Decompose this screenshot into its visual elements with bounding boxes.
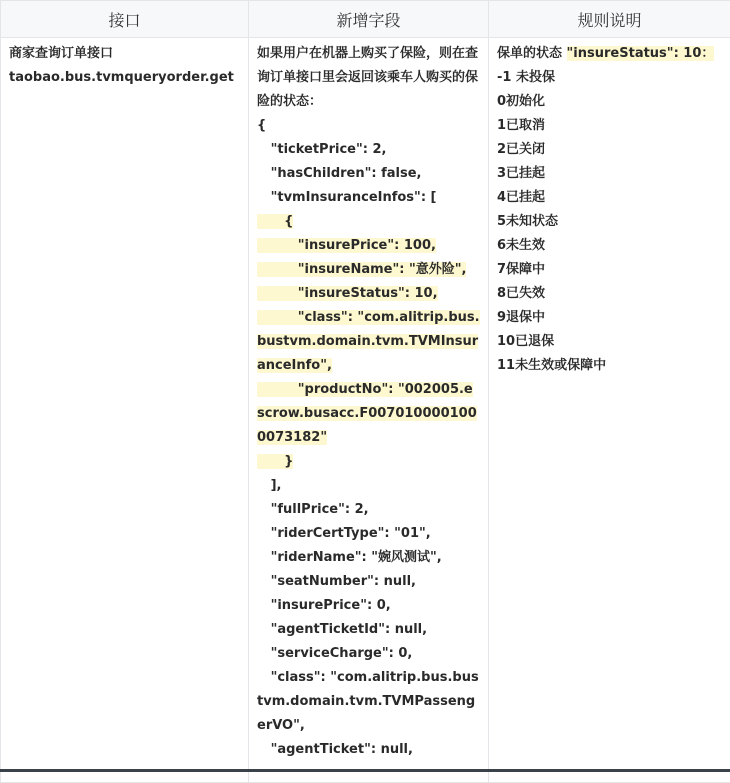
rule-status-item: 9退保中 xyxy=(497,306,722,330)
code-line-text: "class": "com.alitrip.bus.bustvm.domain.tvm.TVMInsuranceInfo", xyxy=(257,310,480,373)
rule-intro-text: 保单的状态 xyxy=(497,46,567,61)
code-line-text: "tvmInsuranceInfos": [ xyxy=(257,190,437,205)
rule-status-item: 8已失效 xyxy=(497,282,722,306)
rule-status-item: 5未知状态 xyxy=(497,210,722,234)
rule-status-item: 6未生效 xyxy=(497,234,722,258)
code-line xyxy=(257,42,480,114)
rule-status-item: 1已取消 xyxy=(497,114,722,138)
code-line xyxy=(257,498,480,522)
table-header-row xyxy=(1,1,730,38)
rule-intro-code: "insureStatus": 10： xyxy=(567,46,715,61)
code-line xyxy=(257,186,480,210)
code-line xyxy=(257,618,480,642)
code-line xyxy=(257,738,480,762)
code-line xyxy=(257,546,480,570)
header-new-field: 新增字段 xyxy=(249,1,489,38)
interface-name: 商家查询订单接口 xyxy=(9,42,240,66)
code-line-text: ], xyxy=(257,478,281,493)
code-line-text: "agentTicket": null, xyxy=(257,742,413,757)
code-line xyxy=(257,378,480,450)
rule-status-item: 7保障中 xyxy=(497,258,722,282)
code-line xyxy=(257,474,480,498)
code-line-text: "insureStatus": 10, xyxy=(257,286,438,301)
code-line-text: "agentTicketId": null, xyxy=(257,622,427,637)
interface-cell xyxy=(1,38,249,783)
code-line xyxy=(257,570,480,594)
rule-status-item: 2已关闭 xyxy=(497,138,722,162)
code-line xyxy=(257,234,480,258)
code-line-text: { xyxy=(257,214,293,229)
code-line-text: "class": "com.alitrip.bus.bustvm.domain.tvm.TVMPassengerVO", xyxy=(257,670,479,733)
field-code-block xyxy=(257,42,480,762)
rule-status-item: 3已挂起 xyxy=(497,162,722,186)
rule-status-list xyxy=(497,66,722,378)
code-line xyxy=(257,114,480,138)
code-line-text: "insurePrice": 0, xyxy=(257,598,391,613)
header-rule-desc: 规则说明 xyxy=(489,1,730,38)
code-line xyxy=(257,282,480,306)
code-line-text: "seatNumber": null, xyxy=(257,574,416,589)
table-row xyxy=(1,38,730,783)
code-line-text: { xyxy=(257,118,266,133)
code-line-text: "serviceCharge": 0, xyxy=(257,646,412,661)
interface-method: taobao.bus.tvmqueryorder.get xyxy=(9,66,240,90)
code-line xyxy=(257,162,480,186)
code-line xyxy=(257,138,480,162)
code-line xyxy=(257,306,480,378)
rule-status-item: 4已挂起 xyxy=(497,186,722,210)
code-line-text: "productNo": "002005.escrow.busacc.F0070100001000073182" xyxy=(257,382,477,445)
code-line-text: "riderName": "婉风测试", xyxy=(257,550,442,565)
header-interface: 接口 xyxy=(1,1,249,38)
rule-status-item: 10已退保 xyxy=(497,330,722,354)
code-line xyxy=(257,666,480,738)
code-line-text: 如果用户在机器上购买了保险，则在查询订单接口里会返回该乘车人购买的保险的状态： xyxy=(257,46,478,109)
rule-status-item: 11未生效或保障中 xyxy=(497,354,722,378)
code-line-text: } xyxy=(257,454,293,469)
code-line xyxy=(257,594,480,618)
new-field-cell xyxy=(249,38,489,783)
code-line-text: "riderCertType": "01", xyxy=(257,526,431,541)
rule-cell xyxy=(489,38,730,783)
code-line-text: "hasChildren": false, xyxy=(257,166,422,181)
code-line-text: "ticketPrice": 2, xyxy=(257,142,386,157)
rule-status-item: 0初始化 xyxy=(497,90,722,114)
code-line xyxy=(257,642,480,666)
rule-intro xyxy=(497,42,722,66)
code-line xyxy=(257,450,480,474)
code-line xyxy=(257,522,480,546)
code-line-text: "insureName": "意外险", xyxy=(257,262,466,277)
code-line xyxy=(257,210,480,234)
rule-status-item: -1 未投保 xyxy=(497,66,722,90)
code-line-text: "fullPrice": 2, xyxy=(257,502,369,517)
code-line-text: "insurePrice": 100, xyxy=(257,238,436,253)
code-line xyxy=(257,258,480,282)
